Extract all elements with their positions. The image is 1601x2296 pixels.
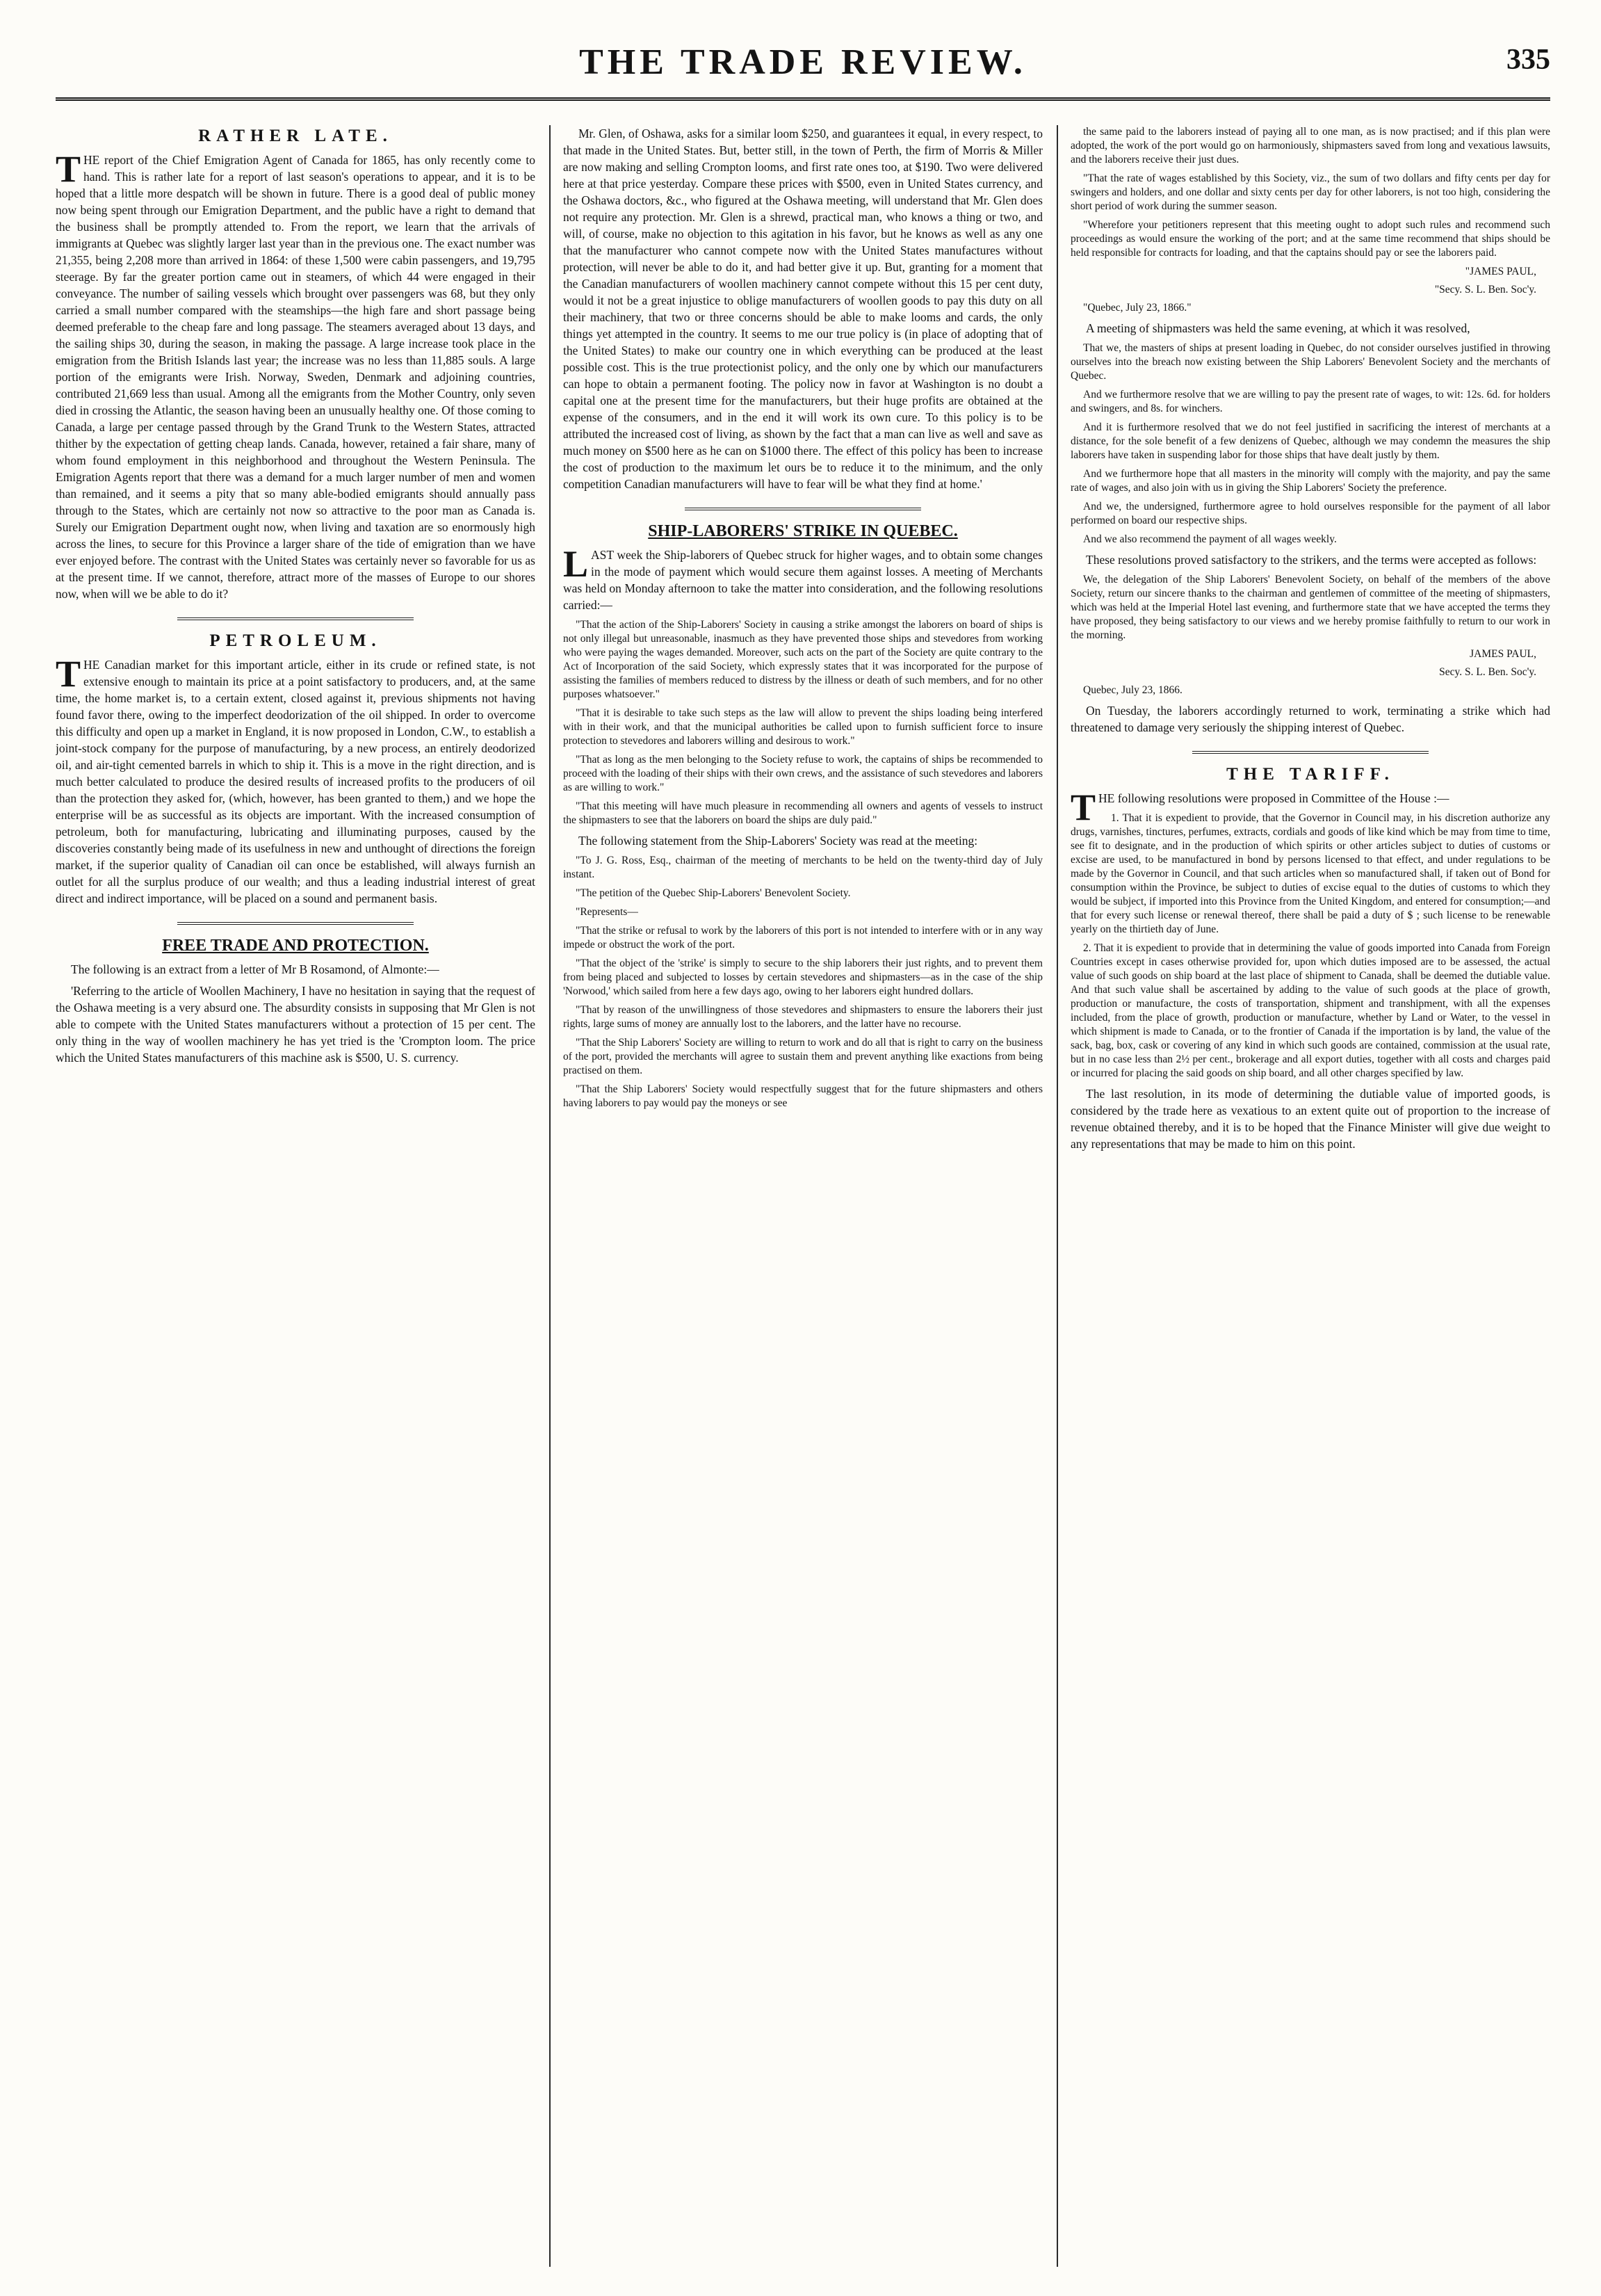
- column-2: [563, 125, 1043, 2267]
- article-paragraph: 'Referring to the article of Woollen Machinery, I have no hesitation in saying that the request of the Oshawa meeting is a very absurd one. The absurdity consists in supposing that Mr Glen is not able to compete with the United States manufacturers without a protection of 15 per cent. The only thing in the way of woollen machinery he has yet tried is the 'Crompton loom. The price which the United States manufacturers of this machine ask is $500, U. S. currency.: [56, 984, 535, 1065]
- article-paragraph: A meeting of shipmasters was held the same evening, at which it was resolved,: [1086, 321, 1470, 335]
- signature-date: "Quebec, July 23, 1866.": [1083, 302, 1192, 314]
- petition-line: "Represents—: [576, 906, 638, 918]
- petition-line: "That the rate of wages established by this Society, viz., the sum of two dollars and fifty cents per day for swingers and holders, and one dollar and sixty cents per day for other laborers, is not too high, considering the short period of work during the summer season.: [1071, 172, 1550, 212]
- resolution-quote: "That this meeting will have much pleasure in recommending all owners and agents of vessels to instruct the shipmasters to see that the laborers on board the ships are duly paid.": [563, 800, 1043, 826]
- signature-title: "Secy. S. L. Ben. Soc'y.: [1434, 284, 1536, 296]
- column-divider: [549, 125, 551, 2267]
- resolution-quote: "That it is desirable to take such steps as the law will allow to prevent the ships loading being interfered with in their work, and that the municipal authorities be called upon to furnish sufficient force to insure protection to stevedores and laborers willing and desirous to work.": [563, 707, 1043, 747]
- article-separator: [177, 922, 414, 925]
- article-heading: PETROLEUM.: [209, 631, 382, 650]
- article-paragraph: On Tuesday, the laborers accordingly returned to work, terminating a strike which had threatened to damage very seriously the shipping interest of Quebec.: [1071, 704, 1550, 734]
- resolution-text: And we furthermore resolve that we are willing to pay the present rate of wages, to wit: 12s. 6d. for holders and swingers, and 8s. for winchers.: [1071, 389, 1550, 414]
- resolution-text: And we also recommend the payment of all wages weekly.: [1083, 533, 1337, 545]
- resolution-quote: "That as long as the men belonging to the Society refuse to work, the captains of ships be recommended to proceed with the loading of their ships with their own crews, and the assistance of such stevedores and laborers as are willing to work.": [563, 754, 1043, 793]
- petition-line: "That by reason of the unwillingness of those stevedores and shipmasters to ensure the laborers their just rights, large sums of money are annually lost to the laborers, and the latter have no recourse.: [563, 1004, 1043, 1030]
- petition-line: "That the Ship Laborers' Society would respectfully suggest that for the future shipmasters and others having laborers to pay would pay the moneys or see: [563, 1083, 1043, 1109]
- article-heading: FREE TRADE AND PROTECTION.: [162, 937, 429, 955]
- article-paragraph: THE following resolutions were proposed in Committee of the House :—: [1071, 786, 1449, 828]
- petition-line: the same paid to the laborers instead of paying all to one man, as is now practised; and if this plan were adopted, the work of the port would go on harmoniously, shipmasters saved from long and vexatious lawsuits, and the laborers receive their just dues.: [1071, 126, 1550, 165]
- article-separator: [1192, 751, 1429, 754]
- article-paragraph: The last resolution, in its mode of determining the dutiable value of imported goods, is considered by the trade here as vexatious to an extent quite out of proportion to the increase of revenue obtained thereby, and it is to be hoped that the Finance Minister will give due weight to any representations that may be made to him on this point.: [1071, 1087, 1550, 1151]
- article-heading: RATHER LATE.: [198, 127, 393, 145]
- article-paragraph: THE Canadian market for this important article, either in its crude or refined state, is not extensive enough to maintain its price at a point satisfactory to producers, and, at the same time, the home market is, to a certain extent, closed against it, previous shipments not having found favor there, owing to the imperfect deodorization of the oil shipped. In order to overcome this difficulty and open up a market in England, it is now proposed in London, C.W., to establish a joint-stock company for the purpose of manufacturing, by a new process, an entirely deodorized oil, and air-tight cemented barrels in which to ship it. This is a move in the right direction, and is much better calculated to produce the desired results of increased profits to the producers of oil than the protection they asked for, (which, however, has been granted to them,) and we hope the enterprise will be as successful as its objects are important. With the increased consumption of petroleum, both for manufacturing, lubricating and illuminating purposes, caused by the discoveries constantly being made of its usefulness in new and unthought of directions the foreign market, if the superior quality of Canadian oil can once be established, will always furnish an outlet for all the surplus produce of our wealth; and thus a leading industrial interest of great direct and indirect importance, will be placed on a sound and permanent basis.: [56, 653, 535, 905]
- petition-line: "That the object of the 'strike' is simply to secure to the ship laborers their just rights, and to prevent them from being placed and subjected to losses by certain stevedores and shipmasters—as in the case of the ship 'Norwood,' which sailed from here a few days ago, owing to her laborers eight hundred dollars.: [563, 957, 1043, 997]
- article-separator: [177, 617, 414, 620]
- masthead: [56, 42, 1550, 101]
- column-divider: [1057, 125, 1058, 2267]
- petition-line: "That the Ship Laborers' Society are willing to return to work and do all that is right to carry on the business of the port, provided the merchants will agree to sustain them and prevent anything like exactions from being practised on them.: [563, 1037, 1043, 1076]
- resolution-text: And it is furthermore resolved that we do not feel justified in sacrificing the interest of merchants at a distance, for the sole benefit of a few denizens of Quebec, although we may condemn the measures the ship laborers have taken in suspending labor for those ships that have dealt justly by them.: [1071, 421, 1550, 461]
- petition-line: "Wherefore your petitioners represent that this meeting ought to adopt such rules and recommend such proceedings as would ensure the working of the port; and at the same time recommend that ships should be held responsible for contracts for loading, and that the captains should pay or see the laborers paid.: [1071, 219, 1550, 259]
- article-paragraph: The following is an extract from a letter of Mr B Rosamond, of Almonte:—: [71, 962, 439, 976]
- article-paragraph: Mr. Glen, of Oshawa, asks for a similar loom $250, and guarantees it equal, in every respect, to that made in the United States. But, better still, in the town of Perth, the firm of Morris & Miller are now making and selling Crompton looms, and first rate ones too, at $190. Two were delivered here at that price yesterday. Compare these prices with $500, even in United States currency, and the Oshawa doctors, &c., who figured at the Oshawa meeting, will understand that Mr. Glen does not require any protection. Mr. Glen is a shrewd, practical man, who knows a thing or two, and will, of course, make no objection to this agitation in his favor, but he knows as well as any one that the manufacturer who cannot compete now with the United States manufactures without protection, will never be able to do it, and had better give it up. But, granting for a moment that the Canadian manufacturers of woollen machinery cannot compete without this 15 per cent duty, would it not be a great injustice to oblige manufacturers of woollen goods to pay this duty on all their machinery, that two or three concerns should be able to make looms and cards, the only things yet attempted in the country. It seems to me our true policy is (in place of adopting that of the United States) to make our country one in which everything can be produced at the least possible cost. This is the true protectionist policy, and the only one by which our manufacturers can hope to obtain a permanent footing. The policy now in favor at Washington is no doubt a capital one at the present time for the manufacturers, but their huge profits are obtained at the expense of the consumers, and in the end it will work its own cure. To this policy is to be attributed the increased cost of living, as shown by the fact that a man can live as well and save as much money on $500 here as he can on $1000 there. The effect of this policy has been to increase the cost of production to the maximum let ours be to reduce it to the minimum, and the only competition Canadian manufacturers will have to fear will be what they find at home.': [563, 127, 1043, 491]
- signature-title: Secy. S. L. Ben. Soc'y.: [1439, 666, 1536, 678]
- petition-line: "That the strike or refusal to work by the laborers of this port is not intended to interfere with or in any way impede or obstruct the work of the port.: [563, 925, 1043, 951]
- signature-name: JAMES PAUL,: [1470, 648, 1536, 660]
- resolution-text: That we, the masters of ships at present loading in Quebec, do not consider ourselves justified in throwing ourselves into the breach now existing between the Ship Laborers' Benevolent Society and the merchants of Quebec.: [1071, 342, 1550, 382]
- resolution-text: 2. That it is expedient to provide that in determining the value of goods imported into Canada from Foreign Countries except in cases otherwise provided for, upon which duties imposed are to be assessed, the actual value of such goods on ship board at the last place of shipment to Canada, shall be deemed the dutiable value. And that such value shall be ascertained by adding to the value of such goods at the place of growth, production or manufacture, the costs of transportation, shipment and transhipment, with all the expenses included, from the place of growth, production or manufacture, whether by Land or Water, to the vessel in which shipment is made to Canada, or to the frontier of Canada if the importation is by land, the value of the sack, bag, box, cask or covering of any kind in which such goods are contained, commission at the usual rate, but in no case less than 2½ per cent., brokerage and all export duties, together with all costs and charges paid or incurred for placing the said goods on ship board, and all other charges specified by law.: [1071, 942, 1550, 1079]
- article-heading: SHIP-LABORERS' STRIKE IN QUEBEC.: [648, 522, 958, 540]
- article-separator: [685, 508, 921, 510]
- article-paragraph: LAST week the Ship-laborers of Quebec struck for higher wages, and to obtain some changes in the mode of payment which would secure them against losses. A meeting of Merchants was held on Monday afternoon to take the matter into consideration, and the following resolutions carried:—: [563, 543, 1043, 612]
- petition-line: "To J. G. Ross, Esq., chairman of the meeting of merchants to be held on the twenty-third day of July instant.: [563, 855, 1043, 880]
- column-1: [56, 125, 535, 2267]
- article-paragraph: THE report of the Chief Emigration Agent of Canada for 1865, has only recently come to hand. This is rather late for a report of last season's operations to appear, and it is to be hoped that a little more despatch will be shown in future. There is a good deal of public money now being spent through our Emigration Department, and the public have a right to demand that the business shall be promptly attended to. From the report, we learn that the arrivals of immigrants at Quebec was slightly larger last year than in the previous one. The exact number was 21,355, being 2,208 more than arrived in 1864: of these 1,500 were cabin passengers, and 19,795 steerage. By far the greater portion came out in steamers, of which 44 were engaged in their conveyance. The number of sailing vessels which brought over passengers was 68, but they only carried a small number compared with the steamships—the high fare and short passage being deemed preferable to the cheap fare and long passage. The steamers averaged about 13 days, and the sailing ships 30, during the season, in making the passage. A large increase took place in the emigration from the British Islands last year; the increase was no less than 11,885 souls. A large portion of the emigrants were Irish. Norway, Sweden, Denmark and adjoining countries, contributed 21,669 less than usual. Among all the emigrants from the Mother Country, only seven died in crossing the Atlantic, the season having been an unusually healthy one. Of those coming to Canada, a large per centage passed through by the Grand Trunk to the Western States, attracted thither by the expectation of getting cheap lands. Canada, however, retained a fair share, many of whom found employment in this neighborhood and throughout the Western Peninsula. The Emigration Agents report that there was a demand for a much larger number of men and women than remained, and it seems a pity that so many able-bodied emigrants should annually pass through to the States, which are certainly not now so attractive to the poor man as Canada is. Surely our Emigration Department ought now, when living and taxation are so enormously high across the lines, to secure for this Province a larger share of the tide of emigration than we have ever enjoyed before. The contrast with the United States was certainly never so favorable for us as at the present time. If we cannot, therefore, attract more of the masses of Europe to our shores now, when will we be able to do it?: [56, 148, 535, 601]
- resolution-quote: "That the action of the Ship-Laborers' Society in causing a strike amongst the laborers on board of ships is not only illegal but unreasonable, inasmuch as they have prevented those ships and stevedores from working who were paying the wages demanded. Moreover, such acts on the part of the Society are quite contrary to the Act of Incorporation of the said Society, which expressly states that it was incorporated for the purpose of assisting the families of members reduced to distress by the illness or death of such members, and for no other purposes whatsoever.": [563, 619, 1043, 700]
- resolution-text: And we furthermore hope that all masters in the minority will comply with the majority, and pay the same rate of wages, and also join with us in giving the Ship Laborers' Society the preference.: [1071, 468, 1550, 494]
- article-heading: THE TARIFF.: [1226, 765, 1395, 784]
- resolution-text: We, the delegation of the Ship Laborers' Benevolent Society, on behalf of the members of the above Society, return our sincere thanks to the chairman and gentlemen of committee of the meeting of shipmasters, which was held at the Imperial Hotel last evening, and furthermore state that we have accepted the terms they have proposed, they being satisfactory to our views and we hereby promise faithfully to return to our work in the morning.: [1071, 574, 1550, 641]
- petition-line: "The petition of the Quebec Ship-Laborers' Benevolent Society.: [576, 887, 851, 899]
- page-title: THE TRADE REVIEW.: [579, 42, 1027, 82]
- article-paragraph: The following statement from the Ship-Laborers' Society was read at the meeting:: [578, 834, 978, 848]
- signature-date: Quebec, July 23, 1866.: [1083, 684, 1183, 696]
- signature-name: "JAMES PAUL,: [1465, 266, 1536, 277]
- article-paragraph: These resolutions proved satisfactory to the strikers, and the terms were accepted as follows:: [1086, 553, 1537, 567]
- column-3: [1071, 125, 1550, 2267]
- resolution-text: 1. That it is expedient to provide, that the Governor in Council may, in his discretion authorize any drugs, varnishes, tinctures, perfumes, extracts, cordials and goods of like kind which be may from time to time, see fit to designate, and in the production of which spirits or other articles subject to duties of customs or excise are used, to be manufactured in bond by persons licensed to that effect, and under regulations to be made by the Governor in Council, and that such articles when so manufactured shall, if taken out of Bond for consumption within the Province, be subject to duties of excise equal to the duties of customs to which they would be subject, if imported into this Province from the United Kingdom, and entered for consumption;—and that for every such license or renewal thereof, there shall be paid a duty of $ ; such license to be renewable yearly on the thirtieth day of June.: [1071, 812, 1550, 935]
- page-number: 335: [1506, 44, 1550, 76]
- resolution-text: And we, the undersigned, furthermore agree to hold ourselves responsible for the payment of all labor performed on board our respective ships.: [1071, 501, 1550, 526]
